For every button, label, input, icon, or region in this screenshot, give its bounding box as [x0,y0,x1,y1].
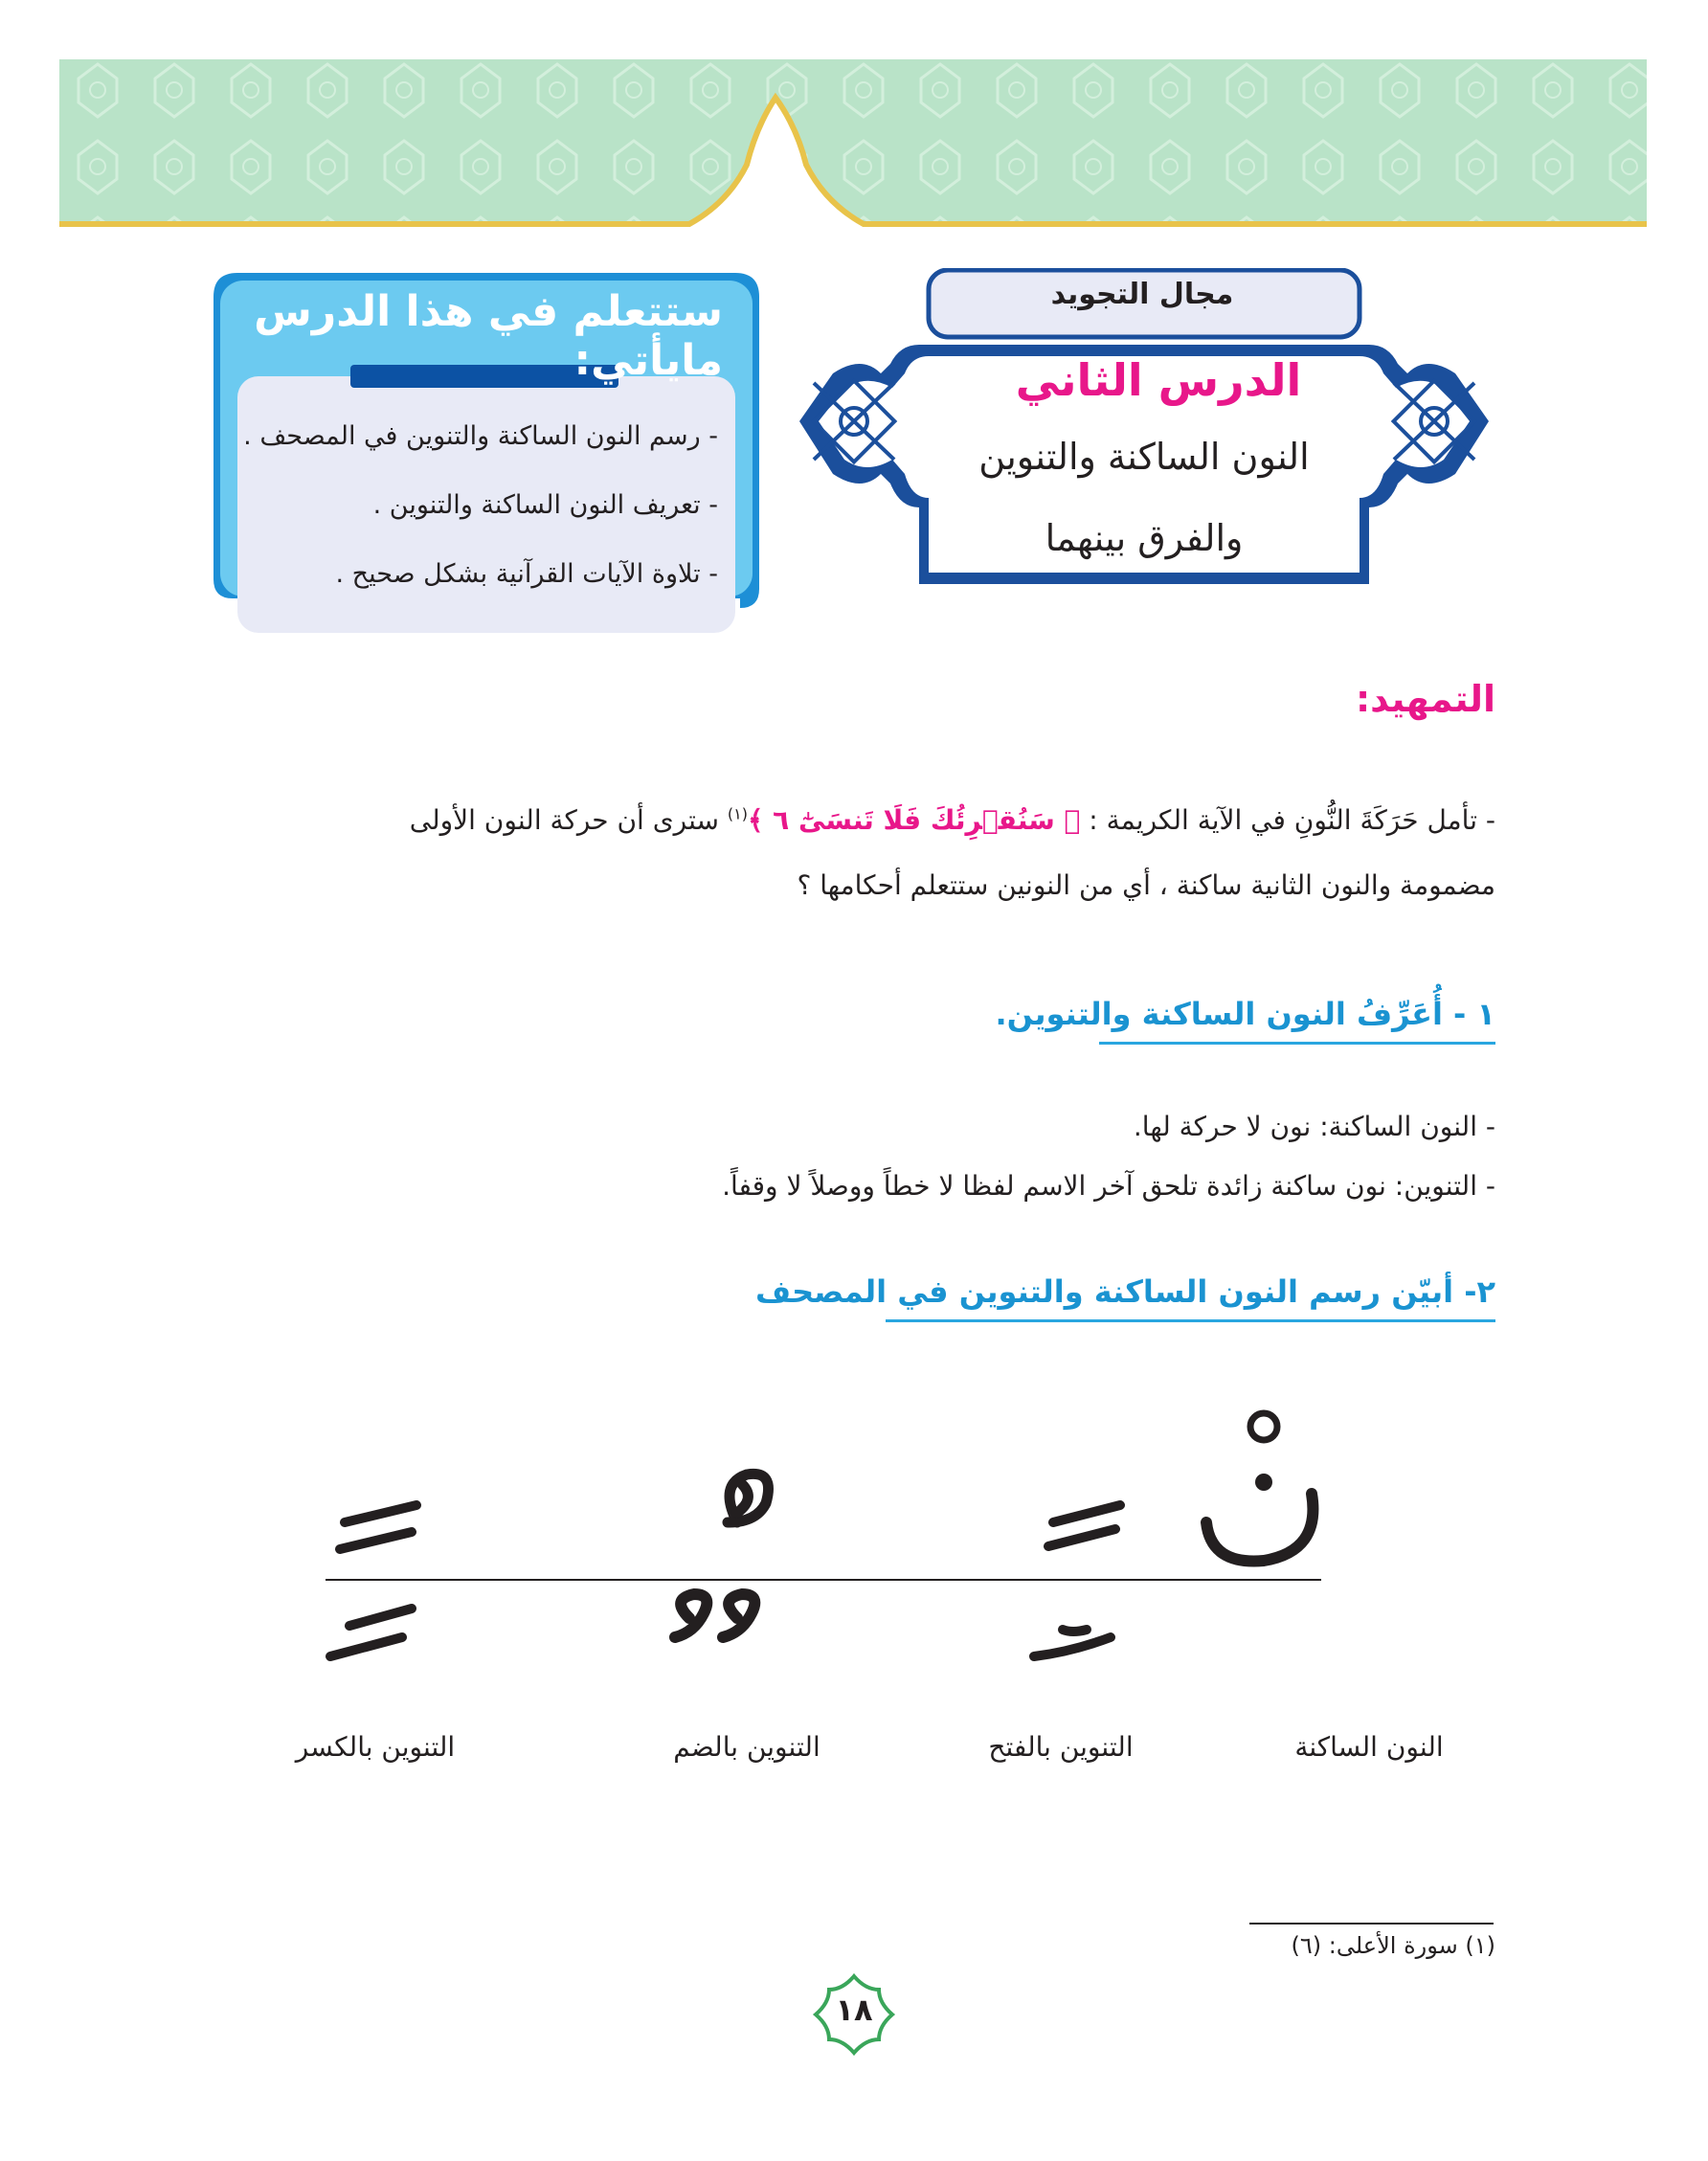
page-number: ١٨ [835,1992,873,2028]
section2-underline [886,1319,1495,1322]
intro-paragraph-line1 [213,804,1495,836]
tanween-damm-mark [728,1474,769,1522]
caption-nun-sakinah: النون الساكنة [1294,1731,1444,1763]
lesson-title-line1: النون الساكنة والتنوين [978,436,1310,478]
objective-item: - تلاوة الآيات القرآنية بشكل صحيح . [335,559,718,589]
footnote-ref: (١) [727,804,749,823]
caption-tanween-kasr: التنوين بالكسر [295,1731,456,1763]
header-decorative-band [59,59,1647,236]
tanween-kasr-mark [340,1505,416,1549]
nun-dot [1255,1474,1272,1491]
objectives-title: ستتعلم في هذا الدرس مايأتي: [254,287,723,385]
section1-heading: ١ - أُعَرِّفُ النون الساكنة والتنوين. [995,996,1495,1032]
intro-heading: التمهيد: [1355,678,1495,720]
objective-item: - رسم النون الساكنة والتنوين في المصحف . [243,421,718,451]
section2-heading: ٢- أبيّن رسم النون الساكنة والتنوين في المصحف [754,1273,1495,1310]
quran-verse: ﴿ سَنُقۡرِئُكَ فَلَا تَنسَىٰٓ ٦ ﴾ [748,804,1081,836]
marks-illustration [306,1379,1436,1704]
definition-item: - التنوين: نون ساكنة زائدة تلحق آخر الاسم لفظا لا خطاً ووصلاً لا وقفاً. [722,1170,1495,1202]
tanween-damm-alt-mark [675,1594,754,1637]
tanween-fath-mark [1048,1505,1120,1546]
section1-underline [1099,1042,1495,1045]
footnote-text: (١) سورة الأعلى: (٦) [1291,1932,1495,1959]
caption-tanween-fath: التنوين بالفتح [988,1731,1134,1763]
caption-tanween-damm: التنوين بالضم [673,1731,820,1763]
intro-text: سترى أن حركة النون الأولى [409,804,728,836]
lesson-title-line2: والفرق بينهما [1045,517,1244,559]
objective-item: - تعريف النون الساكنة والتنوين . [372,490,718,520]
intro-text: - تأمل حَرَكَةَ النُّونِ في الآية الكريمة : [1080,804,1495,836]
domain-label: مجال التجويد [1050,278,1234,311]
intro-paragraph-line2: مضمومة والنون الثانية ساكنة ، أي من النونين ستتعلم أحكامها ؟ [797,869,1495,901]
tanween-fath-alt-mark [1034,1630,1111,1656]
definition-item: - النون الساكنة: نون لا حركة لها. [1133,1111,1495,1142]
lesson-number: الدرس الثاني [1015,354,1302,406]
footnote-separator [1249,1923,1494,1925]
tanween-kasr-alt-mark [330,1609,412,1656]
